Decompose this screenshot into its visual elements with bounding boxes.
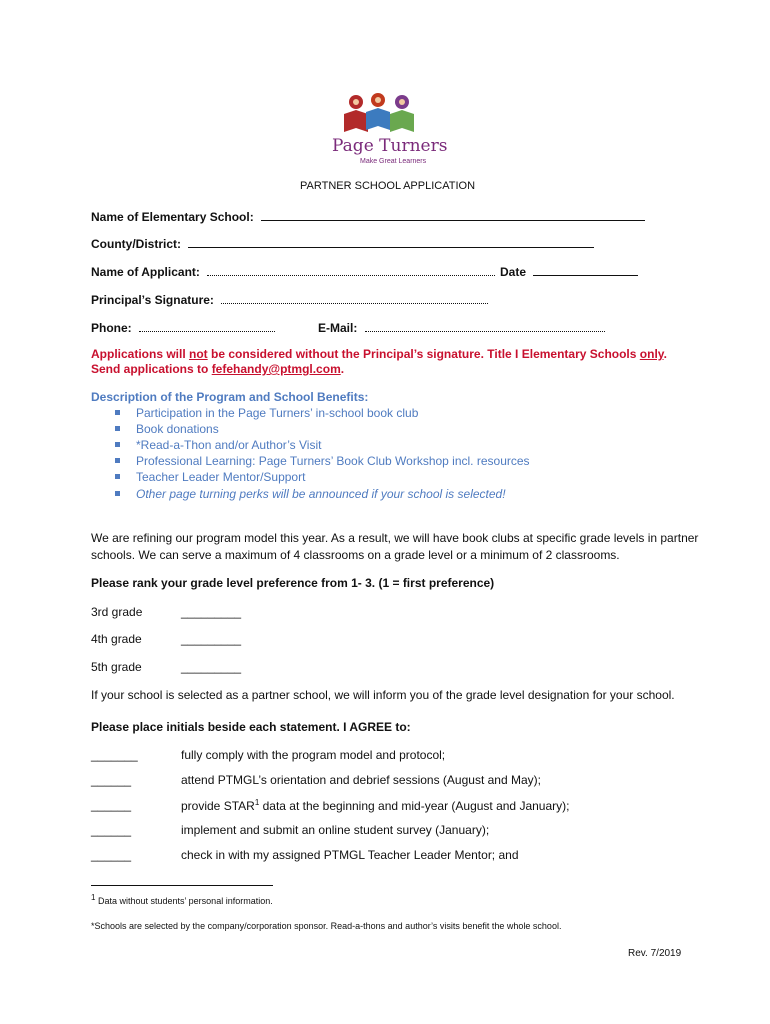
agree-statement: [181, 798, 569, 813]
agree-statement: implement and submit an online student survey (January);: [181, 823, 490, 837]
paragraph-line-2: schools. We can serve a maximum of 4 classrooms on a grade level or a minimum of 2 classrooms.: [91, 548, 620, 562]
notice-text-c: .: [663, 347, 667, 361]
footnote-divider: [91, 885, 273, 886]
grade-rank-blank[interactable]: _________: [181, 660, 242, 674]
benefit-item: Teacher Leader Mentor/Support: [136, 470, 306, 484]
benefit-item: *Read-a-Thon and/or Author’s Visit: [136, 438, 322, 452]
county-input-line[interactable]: [188, 235, 594, 248]
send-suffix: .: [340, 362, 345, 376]
agree-statement: check in with my assigned PTMGL Teacher Leader Mentor; and: [181, 848, 519, 862]
email-field[interactable]: [318, 319, 605, 335]
notice-not: not: [189, 347, 208, 361]
email-input-line[interactable]: [365, 319, 605, 332]
agree-statement: fully comply with the program model and protocol;: [181, 748, 446, 762]
date-input-line[interactable]: [533, 263, 638, 276]
agree-heading: Please place initials beside each statement. I AGREE to:: [91, 720, 411, 734]
logo-title: Page Turners: [332, 136, 448, 156]
logo-graphic: [330, 92, 440, 140]
page-title: PARTNER SCHOOL APPLICATION: [300, 180, 476, 192]
grade-label: 3rd grade: [91, 605, 143, 619]
school-label: Name of Elementary School:: [91, 210, 254, 224]
school-field[interactable]: [91, 208, 645, 224]
revision: Rev. 7/2019: [628, 948, 682, 959]
schools-note: *Schools are selected by the company/corporation sponsor. Read-a-thons and author’s visits benefit the whole school.: [91, 921, 562, 931]
initials-blank[interactable]: ______: [91, 798, 132, 812]
grade-label: 5th grade: [91, 660, 142, 674]
date-field[interactable]: [500, 263, 638, 279]
grade-rank-blank[interactable]: _________: [181, 632, 242, 646]
initials-blank[interactable]: ______: [91, 848, 132, 862]
benefit-item: Professional Learning: Page Turners’ Book Club Workshop incl. resources: [136, 454, 530, 468]
send-prefix: Send applications to: [91, 362, 212, 376]
bullet-icon: [115, 426, 120, 431]
paragraph-line-1: We are refining our program model this year. As a result, we will have book clubs at specific grade levels in partner: [91, 531, 699, 545]
applicant-label: Name of Applicant:: [91, 265, 200, 279]
logo: [330, 92, 448, 172]
phone-label: Phone:: [91, 321, 132, 335]
rank-heading: Please rank your grade level preference from 1- 3. (1 = first preference): [91, 576, 495, 590]
footnote-mark: 1: [91, 893, 96, 902]
footnote-text: Data without students’ personal information.: [95, 896, 273, 906]
principal-input-line[interactable]: [221, 291, 488, 304]
agree-statement: attend PTMGL’s orientation and debrief sessions (August and May);: [181, 773, 541, 787]
email-label: E-Mail:: [318, 321, 358, 335]
benefit-item: Participation in the Page Turners’ in-school book club: [136, 406, 419, 420]
phone-input-line[interactable]: [139, 319, 275, 332]
selected-note: If your school is selected as a partner school, we will inform you of the grade level designation for your school.: [91, 688, 675, 702]
applicant-field[interactable]: [91, 263, 495, 279]
initials-blank[interactable]: ______: [91, 823, 132, 837]
benefit-item: Other page turning perks will be announced if your school is selected!: [136, 487, 506, 501]
county-label: County/District:: [91, 237, 181, 251]
notice-only: only: [639, 347, 664, 361]
agree-text-a: provide STAR: [181, 799, 255, 813]
notice-line-2: [91, 362, 344, 376]
bullet-icon: [115, 458, 120, 463]
bullet-icon: [115, 474, 120, 479]
grade-rank-blank[interactable]: _________: [181, 605, 242, 619]
footnote: [91, 893, 273, 906]
principal-label: Principal’s Signature:: [91, 293, 214, 307]
benefit-item: Book donations: [136, 422, 219, 436]
bullet-icon: [115, 442, 120, 447]
benefits-heading: Description of the Program and School Benefits:: [91, 390, 369, 404]
initials-blank[interactable]: _______: [91, 748, 138, 762]
applicant-input-line[interactable]: [207, 263, 495, 276]
phone-field[interactable]: [91, 319, 275, 335]
bullet-icon: [115, 491, 120, 496]
initials-blank[interactable]: ______: [91, 773, 132, 787]
agree-text-b: data at the beginning and mid-year (August and January);: [259, 799, 570, 813]
county-field[interactable]: [91, 235, 594, 251]
logo-tagline: Make Great Learners: [360, 158, 427, 165]
school-input-line[interactable]: [261, 208, 645, 221]
grade-label: 4th grade: [91, 632, 142, 646]
date-label: Date: [500, 265, 527, 279]
notice-line-1: [91, 347, 667, 361]
send-email-link[interactable]: fefehandy@ptmgl.com: [211, 362, 341, 376]
bullet-icon: [115, 410, 120, 415]
notice-text-a: Applications will: [91, 347, 190, 361]
footnote-ref: 1: [254, 798, 260, 807]
principal-field[interactable]: [91, 291, 488, 307]
notice-text-b: be considered without the Principal’s signature. Title I Elementary Schools: [207, 347, 640, 361]
